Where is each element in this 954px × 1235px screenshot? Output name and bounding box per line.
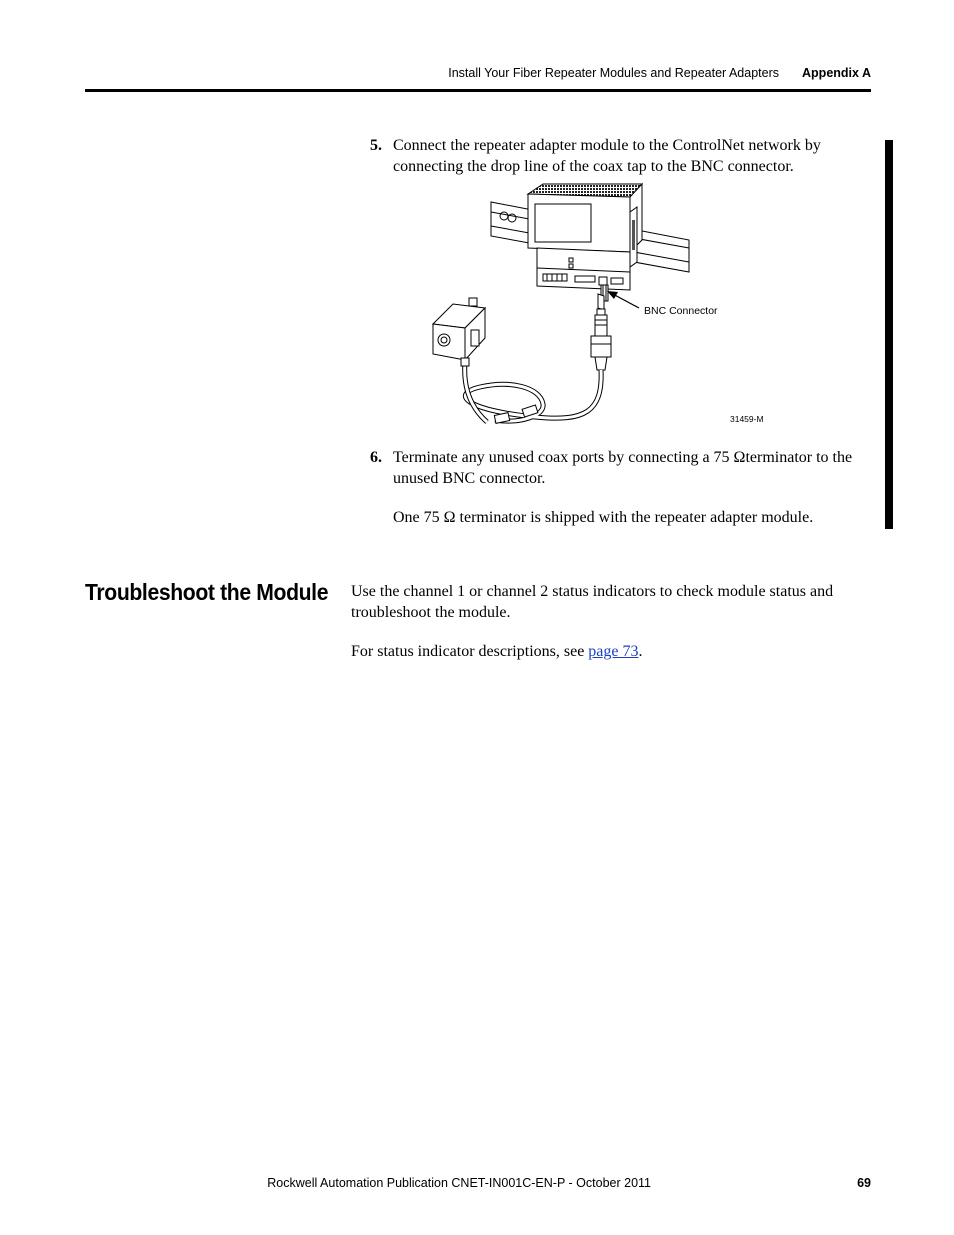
- step-text: Terminate any unused coax ports by connecting a 75 Ωterminator to the unused BNC connector.: [393, 449, 853, 487]
- bnc-connection-figure: [425, 182, 770, 437]
- step-6: [370, 448, 862, 489]
- step-number: 5.: [370, 137, 382, 154]
- coax-tap: [433, 298, 485, 366]
- section-paragraph: Use the channel 1 or channel 2 status indicators to check module status and troubleshoot the module.: [351, 583, 834, 621]
- step-5: [370, 136, 862, 177]
- page-73-link[interactable]: page 73: [588, 643, 639, 660]
- publication-info: Rockwell Automation Publication CNET-IN001C-EN-P - October 2011: [267, 1176, 651, 1190]
- section-heading: Troubleshoot the Module: [85, 579, 329, 605]
- callout-arrow: [607, 291, 639, 308]
- terminator-note: One 75 Ω terminator is shipped with the repeater adapter module.: [393, 509, 814, 526]
- header-rule: [85, 89, 871, 92]
- reference-prefix: For status indicator descriptions, see: [351, 643, 589, 660]
- bnc-connector-callout: BNC Connector: [644, 305, 718, 317]
- repeater-module: [528, 184, 642, 310]
- header-title: Install Your Fiber Repeater Modules and Repeater Adapters: [448, 66, 779, 80]
- bnc-plug: [591, 309, 611, 370]
- chapter-thumb-tab: [885, 140, 893, 529]
- repeater-adapter-illustration: [425, 182, 770, 437]
- step-number: 6.: [370, 449, 382, 466]
- running-header: [85, 66, 871, 84]
- reference-suffix: .: [638, 643, 643, 660]
- page-number: 69: [857, 1176, 871, 1190]
- coax-cable: [465, 362, 601, 423]
- figure-id: 31459-M: [730, 414, 764, 424]
- header-appendix: Appendix A: [802, 66, 871, 80]
- step-text: Connect the repeater adapter module to the ControlNet network by connecting the drop line of the coax tap to the BNC connector.: [393, 137, 821, 175]
- section-reference-paragraph: [351, 642, 861, 663]
